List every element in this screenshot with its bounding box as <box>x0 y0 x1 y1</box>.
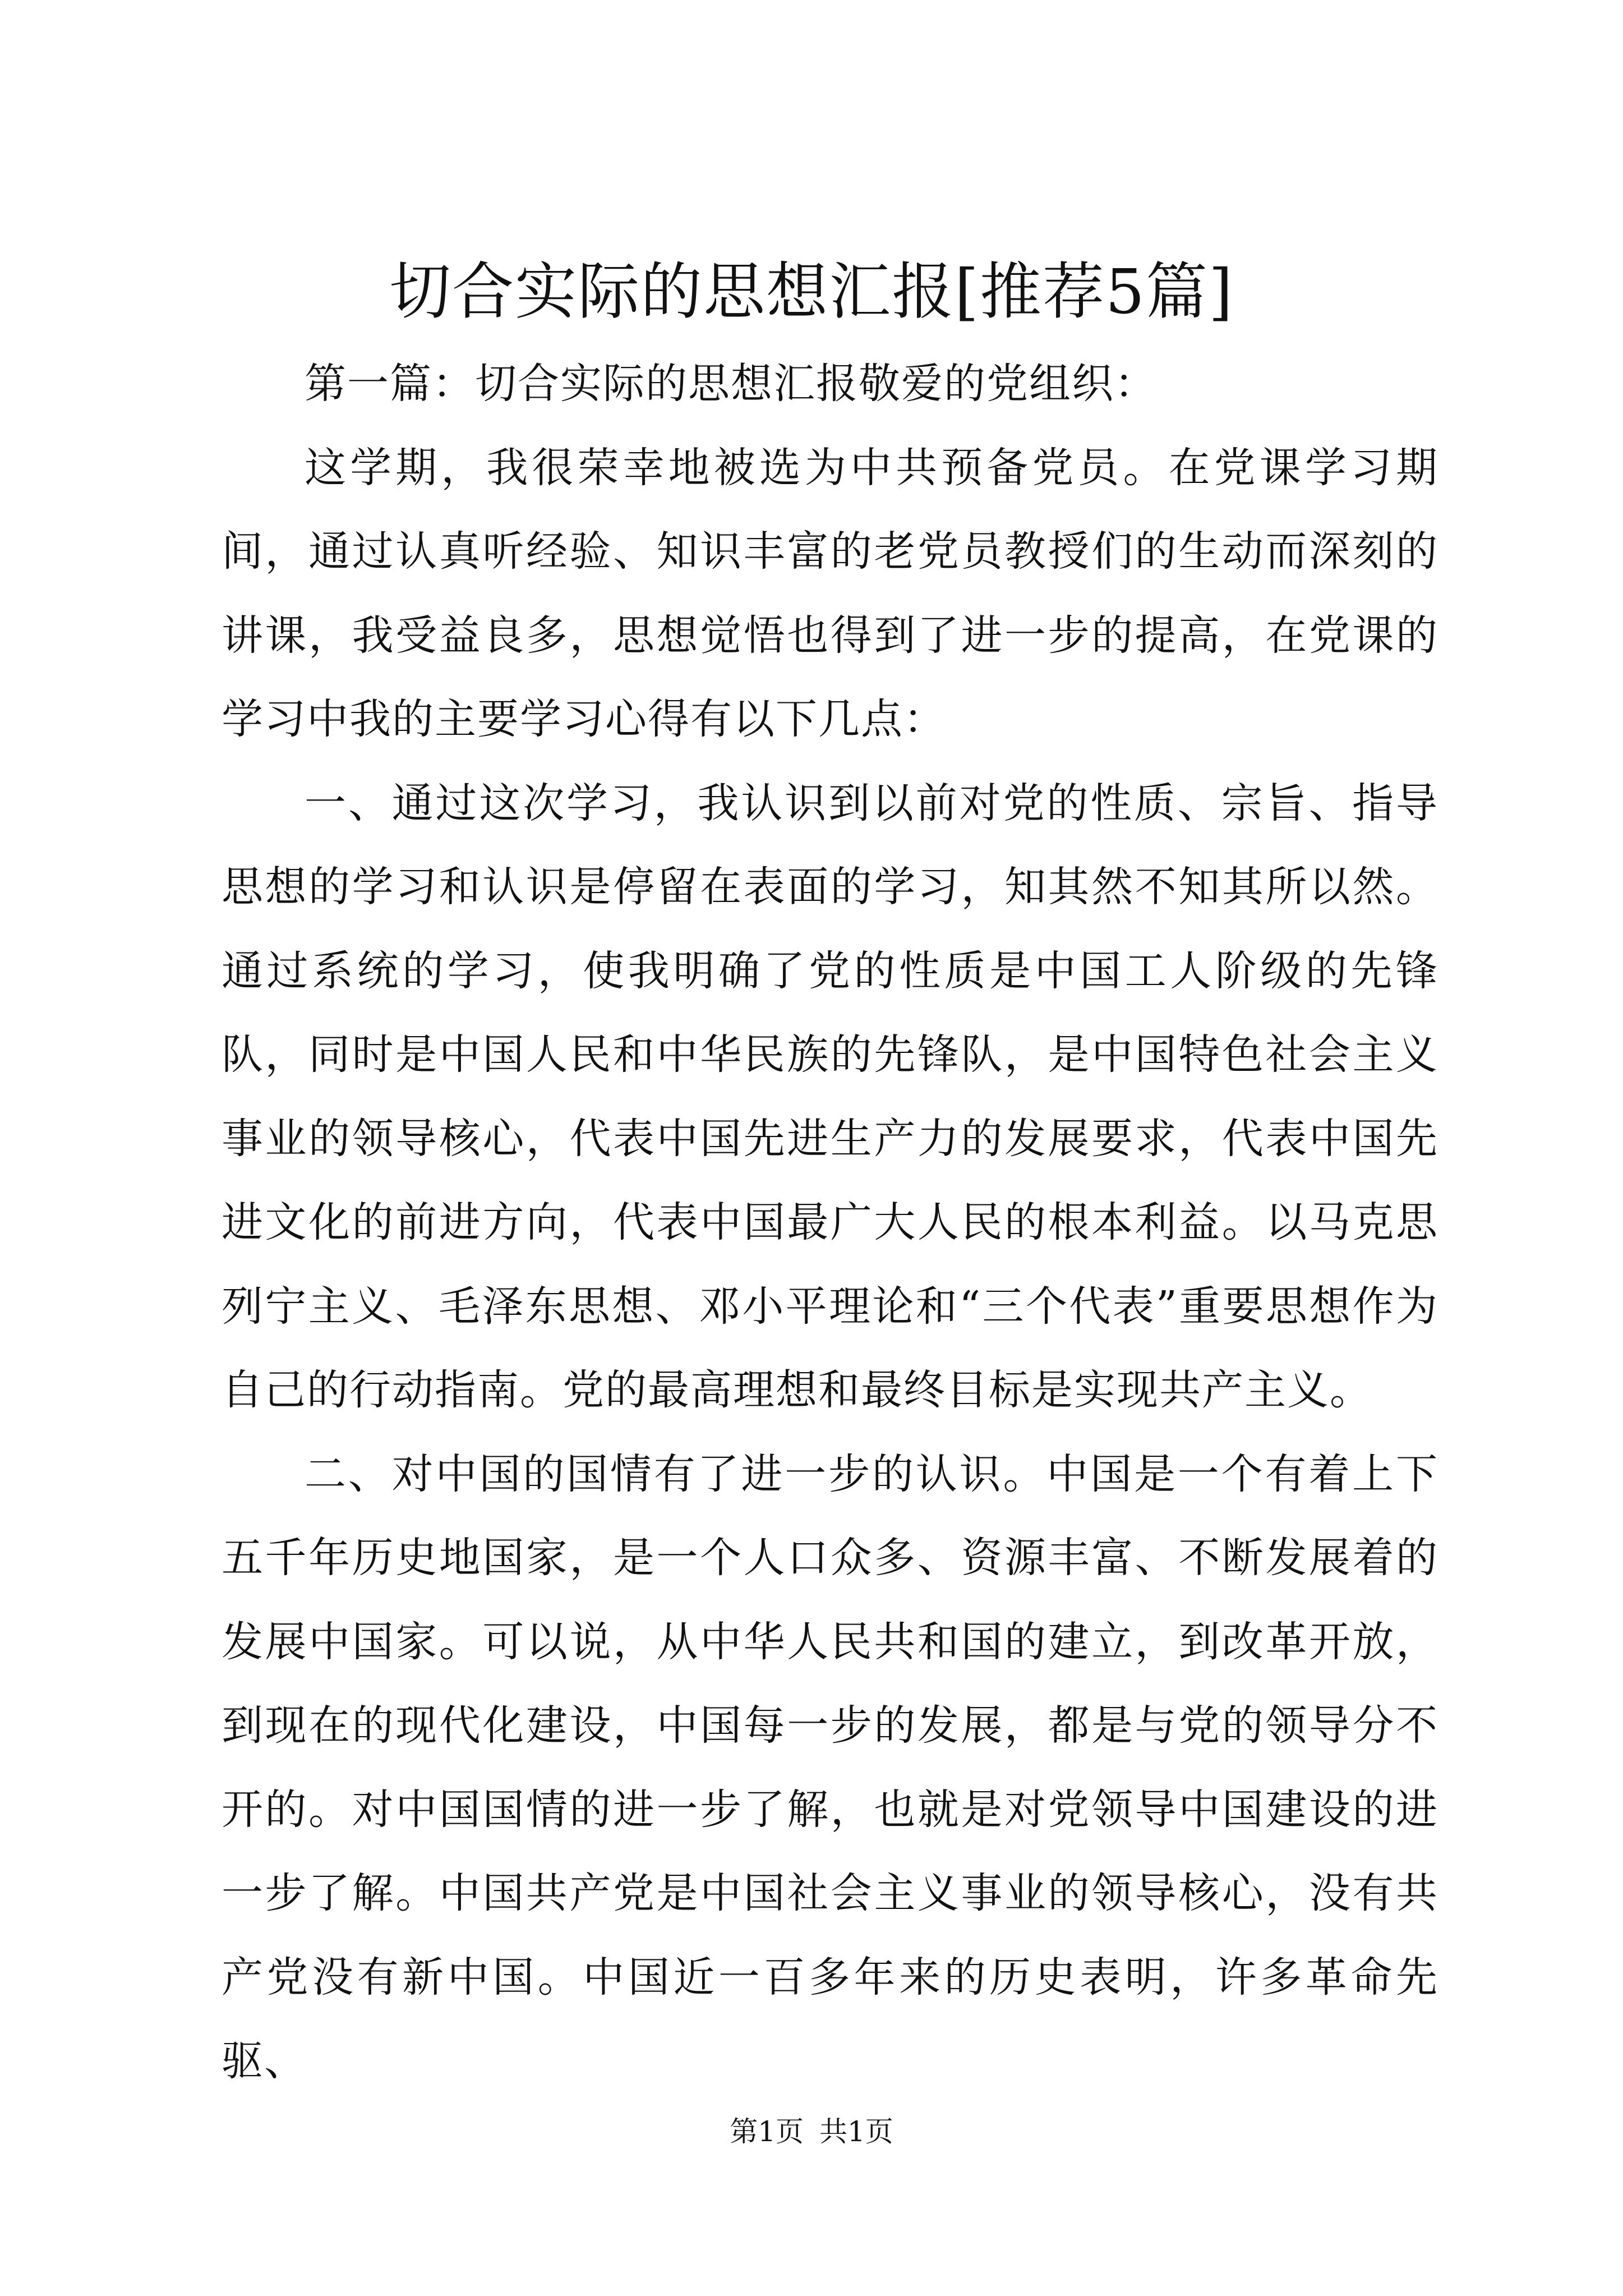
page-number: 第1页 <box>730 2115 804 2148</box>
paragraph-2: 这学期，我很荣幸地被选为中共预备党员。在党课学习期间，通过认真听经验、知识丰富的老党员教授们的生动而深刻的讲课，我受益良多，思想觉悟也得到了进一步的提高，在党课的学习中我的主要学习心得有以下几点： <box>222 443 1438 743</box>
page-footer <box>0 2112 1623 2151</box>
paragraph-3: 一、通过这次学习，我认识到以前对党的性质、宗旨、指导思想的学习和认识是停留在表面的学习，知其然不知其所以然。通过系统的学习，使我明确了党的性质是中国工人阶级的先锋队，同时是中国人民和中华民族的先锋队，是中国特色社会主义事业的领导核心，代表中国先进生产力的发展要求，代表中国先进文化的前进方向，代表中国最广大人民的根本利益。以马克思列宁主义、毛泽东思想、邓小平理论和“三个代表”重要思想作为自己的行动指南。党的最高理想和最终目标是实现共产主义。 <box>222 779 1438 1414</box>
document-body <box>222 342 1438 2104</box>
page-total: 共1页 <box>819 2115 893 2148</box>
paragraph-1: 第一篇：切合实际的思想汇报敬爱的党组织： <box>305 360 1157 408</box>
paragraph-4: 二、对中国的国情有了进一步的认识。中国是一个有着上下五千年历史地国家，是一个人口众多、资源丰富、不断发展着的发展中国家。可以说，从中华人民共和国的建立，到改革开放，到现在的现代化建设，中国每一步的发展，都是与党的领导分不开的。对中国国情的进一步了解，也就是对党领导中国建设的进一步了解。中国共产党是中国社会主义事业的领导核心，没有共产党没有新中国。中国近一百多年来的历史表明，许多革命先驱、 <box>222 1450 1438 2085</box>
document-title: 切合实际的思想汇报[推荐5篇] <box>389 256 1234 328</box>
